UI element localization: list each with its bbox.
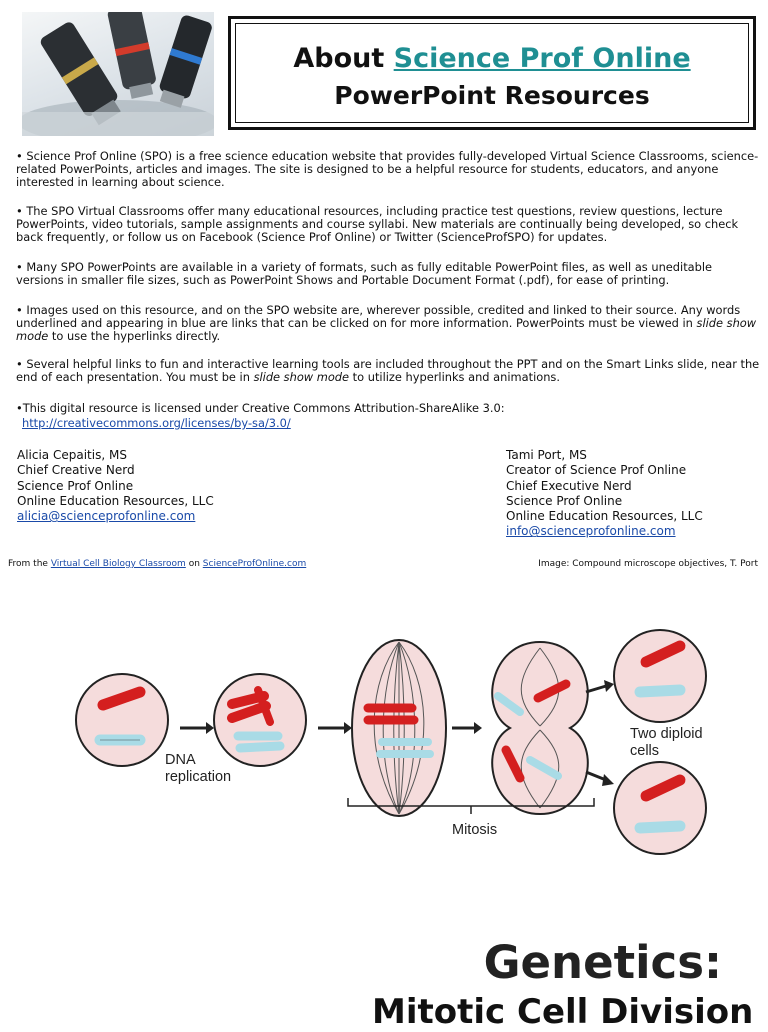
paragraph-images-text-b: to use the hyperlinks directly. <box>48 328 221 343</box>
daughter-cell-top <box>614 630 706 722</box>
contact-email-link[interactable]: alicia@scienceprofonline.com <box>17 509 196 524</box>
contact-org: Science Prof Online <box>506 493 623 508</box>
mitosis-diagram <box>0 600 768 880</box>
daughter-cell-bottom <box>614 762 706 854</box>
contact-name: Tami Port, MS <box>506 448 587 462</box>
paragraph-virtual-classrooms: • The SPO Virtual Classrooms offer many educational resources, including practice test questions, review questions, lecture PowerPoints, video tutorials, sample assignments and course syllabi. New materials are continually being developed, so check back frequently, or follow us on Facebook (Science Prof Online) or Twitter (ScienceProfSPO) for updates. <box>16 204 739 244</box>
dna-replication-label: DNA replication <box>165 752 232 785</box>
contact-org: Science Prof Online <box>17 478 134 493</box>
contact-name: Alicia Cepaitis, MS <box>17 448 127 462</box>
cell-metaphase <box>352 640 446 816</box>
source-prefix: From the <box>8 559 48 569</box>
mitosis-label: Mitosis <box>452 822 498 838</box>
paragraph-images-links <box>16 304 760 342</box>
title-prefix: About <box>293 43 385 74</box>
contact-company: Online Education Resources, LLC <box>506 509 703 524</box>
virtual-cell-biology-classroom-link[interactable]: Virtual Cell Biology Classroom <box>50 559 186 569</box>
page-subtitle: PowerPoint Resources <box>334 81 650 110</box>
paragraph-formats: • Many SPO PowerPoints are available in a variety of formats, such as fully editable PowerPoint files, as well as uneditable versions in smaller file sizes, such as PowerPoint Shows and Portable Document Format (.pdf), for ease of printing. <box>16 260 713 287</box>
paragraph-spo-intro: • Science Prof Online (SPO) is a free science education website that provides fully-developed Virtual Science Classrooms, science-related PowerPoints, articles and images. The site is designed to be a helpful resource for students, educators, and anyone interested in learning about science. <box>16 149 759 189</box>
contact-email-link[interactable]: info@scienceprofonline.com <box>506 524 676 539</box>
contact-role: Chief Executive Nerd <box>506 478 632 493</box>
paragraph-smart-links <box>16 358 760 384</box>
contact-alicia <box>17 448 214 524</box>
contact-tami <box>506 448 703 540</box>
arrow-up <box>586 686 606 692</box>
slide-show-mode-italic: slide show mode <box>16 315 757 343</box>
paragraph-images-text-a: • Images used on this resource, and on the SPO website are, wherever possible, credited and linked to their source. Any words underlined and appearing in blue are links that can be clicked on for more information. PowerPoints must be viewed in <box>16 303 741 330</box>
two-diploid-cells-label: Two diploid cells <box>630 726 703 759</box>
cell-telophase <box>492 642 588 814</box>
science-prof-online-title-link[interactable]: Science Prof Online <box>393 43 691 74</box>
title-box <box>228 16 756 130</box>
license-link[interactable]: http://creativecommons.org/licenses/by-sa/3.0/ <box>22 416 291 430</box>
page-title <box>231 43 753 74</box>
contact-role: Creator of Science Prof Online <box>506 463 687 478</box>
slide-show-mode-italic-2: slide show mode <box>253 369 350 384</box>
image-credit: Image: Compound microscope objectives, T. Port <box>538 559 758 569</box>
cell-initial <box>76 674 168 766</box>
contact-company: Online Education Resources, LLC <box>17 493 214 508</box>
slide-title: Genetics: <box>483 936 722 989</box>
source-credit <box>8 559 306 569</box>
microscope-objectives-photo <box>22 12 214 136</box>
scienceprofonline-link[interactable]: ScienceProfOnline.com <box>202 559 307 569</box>
contact-role: Chief Creative Nerd <box>17 463 135 478</box>
arrow-down <box>586 772 606 780</box>
slide-subtitle: Mitotic Cell Division <box>372 992 754 1032</box>
source-on: on <box>188 559 200 569</box>
paragraph-smart-links-text-a: • Several helpful links to fun and interactive learning tools are included throughout the PPT and on the Smart Links slide, near the end of each presentation. You must be in <box>16 357 760 384</box>
paragraph-smart-links-text-b: to utilize hyperlinks and animations. <box>349 369 560 384</box>
license-statement: •This digital resource is licensed under Creative Commons Attribution-ShareAlike 3.0: <box>16 401 505 415</box>
